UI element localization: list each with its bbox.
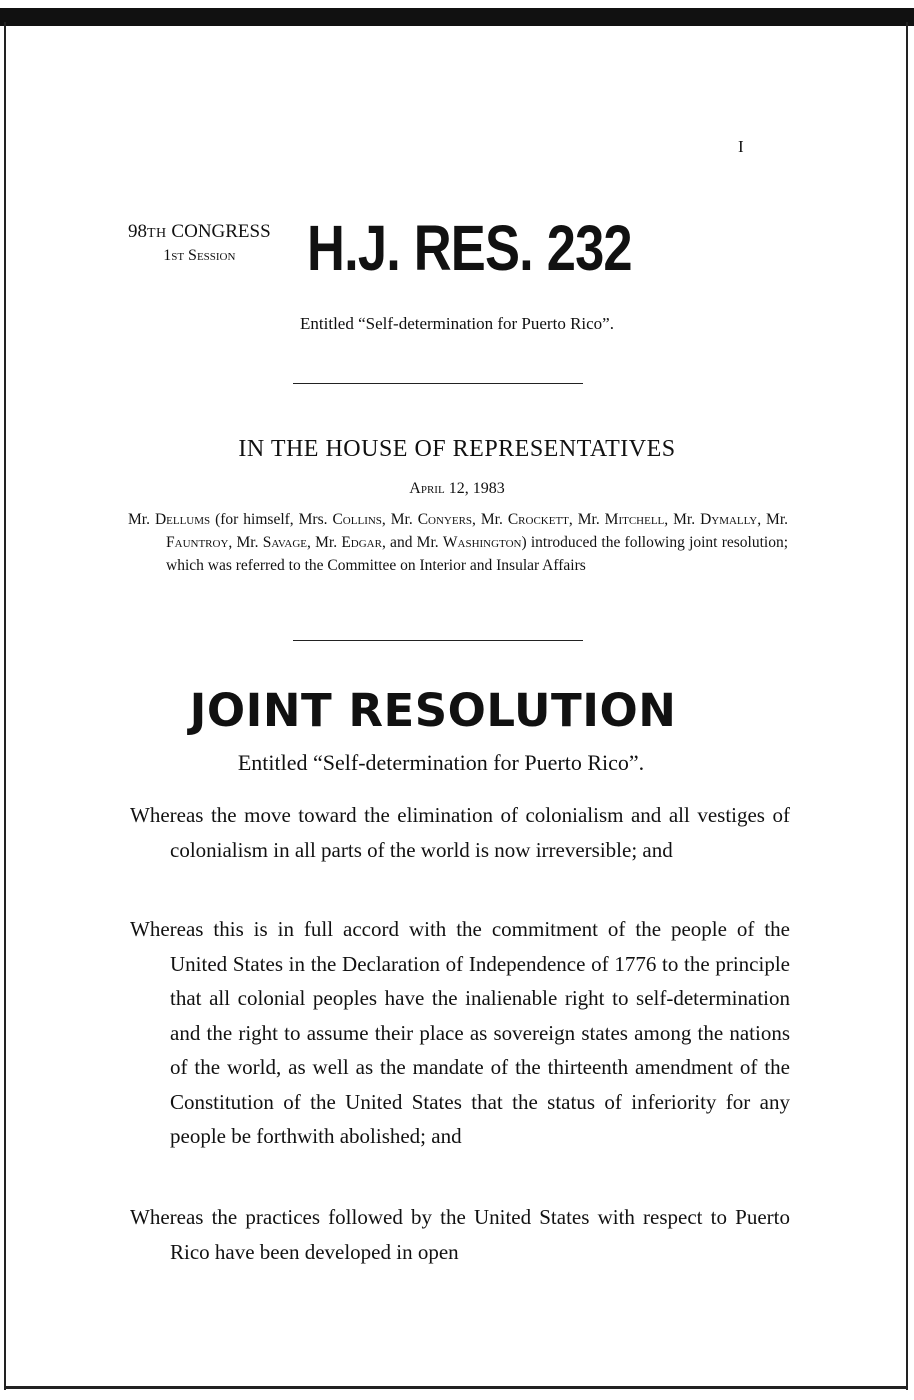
sponsors-text: , Mr. [664,511,701,528]
document-type-heading: JOINT RESOLUTION [189,684,677,737]
introduction-date: April 12, 1983 [409,480,505,497]
session-label: 1st Session [163,247,236,264]
page-border-right [906,22,908,1390]
sponsor-name: Dellums [154,511,211,528]
sponsor-name: Conyers [417,511,473,528]
congress-line [128,221,271,245]
congress-number: 98 [128,221,147,242]
congress-label: CONGRESS [171,221,271,242]
bill-number: H.J. RES. 232 [307,212,632,284]
whereas-clause: Whereas the move toward the elimination of colonialism and all vestiges of colonialism in all parts of the world is now irreversible; and [130,803,790,862]
congress-ordinal: TH [147,226,167,241]
sponsors-text: ) introduced the following joint resolution; which was referred to the Committee on Interior and Insular Affairs [166,534,789,574]
sponsor-name: Dymally [700,511,758,528]
sponsor-name: Edgar [341,534,382,551]
sponsors-text: , Mr. [228,534,263,551]
sponsor-name: Mitchell [604,511,665,528]
sponsors-text: , Mr. [381,511,418,528]
sponsor-name: Fauntroy [166,534,229,551]
sponsor-name: Washington [442,534,522,551]
divider-rule [293,640,583,641]
whereas-clause: Whereas the practices followed by the United States with respect to Puerto Rico have been developed in open [130,1205,790,1264]
sponsors-text: , and Mr. [381,534,443,551]
sponsors-paragraph [128,508,788,577]
chamber-heading: IN THE HOUSE OF REPRESENTATIVES [238,436,676,462]
whereas-clause: Whereas this is in full accord with the commitment of the people of the United States in the Declaration of Independence of 1776 to the principle that all colonial peoples have the inalienable right to self-determination and the right to assume their place as sovereign states among the nations of the world, as well as the mandate of the thirteenth amendment of the Constitution of the United States that the status of inferiority for any people be forthwith abolished; and [130,917,790,1148]
sponsor-name: Savage [262,534,307,551]
congress-session-block [128,221,271,267]
sponsor-name: Crockett [507,511,569,528]
sponsors-text: , Mr. [757,511,789,528]
divider-rule [293,383,583,384]
bill-subtitle: Entitled “Self-determination for Puerto Rico”. [300,314,614,333]
sponsors-text: Mr. [128,511,155,528]
page-border-top [0,8,914,26]
sponsors-text: , Mr. [568,511,605,528]
page-border-bottom [4,1386,908,1389]
sponsors-text: , Mr. [307,534,342,551]
page-number: I [738,137,744,156]
sponsors-text: , Mr. [472,511,508,528]
sponsors-text: (for himself, Mrs. [210,511,333,528]
resolution-title: Entitled “Self-determination for Puerto Rico”. [237,750,645,775]
sponsor-name: Collins [332,511,382,528]
